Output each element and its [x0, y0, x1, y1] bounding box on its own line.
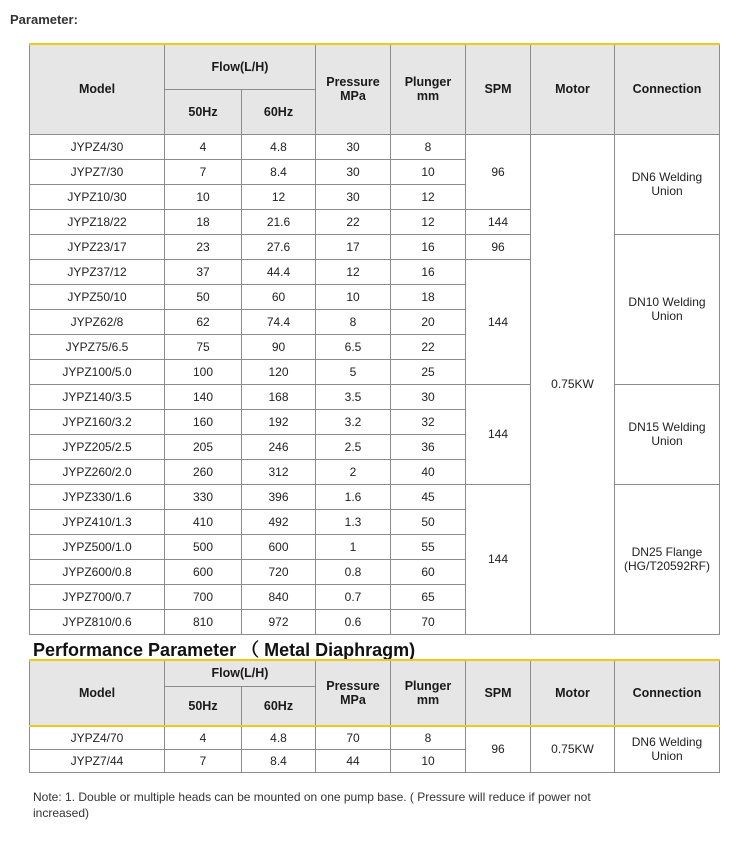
spm-cell: 96	[466, 134, 531, 209]
plunger-cell: 32	[391, 409, 466, 434]
model-cell: JYPZ18/22	[30, 209, 165, 234]
plunger-cell: 22	[391, 334, 466, 359]
col-model: Model	[30, 660, 165, 726]
model-cell: JYPZ100/5.0	[30, 359, 165, 384]
flow-50-cell: 500	[165, 534, 242, 559]
flow-60-cell: 27.6	[242, 234, 316, 259]
col-connection: Connection	[615, 660, 720, 726]
pressure-cell: 1	[316, 534, 391, 559]
plunger-cell: 40	[391, 459, 466, 484]
plunger-cell: 25	[391, 359, 466, 384]
pressure-cell: 17	[316, 234, 391, 259]
plunger-cell: 30	[391, 384, 466, 409]
motor-cell: 0.75KW	[531, 134, 615, 634]
model-cell: JYPZ4/70	[30, 726, 165, 749]
plunger-cell: 60	[391, 559, 466, 584]
flow-60-cell: 168	[242, 384, 316, 409]
flow-60-cell: 720	[242, 559, 316, 584]
col-60hz: 60Hz	[242, 89, 316, 134]
connection-cell: DN6 Welding Union	[615, 134, 720, 234]
flow-50-cell: 4	[165, 726, 242, 749]
flow-60-cell: 312	[242, 459, 316, 484]
flow-60-cell: 90	[242, 334, 316, 359]
pressure-cell: 0.7	[316, 584, 391, 609]
table-row	[30, 134, 720, 159]
flow-60-cell: 4.8	[242, 726, 316, 749]
model-cell: JYPZ410/1.3	[30, 509, 165, 534]
pressure-cell: 70	[316, 726, 391, 749]
note-line-2: increased)	[33, 806, 90, 820]
plunger-cell: 12	[391, 209, 466, 234]
model-cell: JYPZ4/30	[30, 134, 165, 159]
col-spm: SPM	[466, 660, 531, 726]
plunger-cell: 50	[391, 509, 466, 534]
col-plunger: Plunger mm	[391, 660, 466, 726]
col-60hz: 60Hz	[242, 686, 316, 726]
model-cell: JYPZ260/2.0	[30, 459, 165, 484]
flow-50-cell: 100	[165, 359, 242, 384]
pressure-cell: 2.5	[316, 434, 391, 459]
spm-cell: 144	[466, 209, 531, 234]
pressure-cell: 2	[316, 459, 391, 484]
flow-50-cell: 140	[165, 384, 242, 409]
plunger-cell: 16	[391, 234, 466, 259]
model-cell: JYPZ500/1.0	[30, 534, 165, 559]
connection-cell: DN15 Welding Union	[615, 384, 720, 484]
col-connection: Connection	[615, 44, 720, 134]
flow-50-cell: 4	[165, 134, 242, 159]
pressure-cell: 1.6	[316, 484, 391, 509]
flow-60-cell: 12	[242, 184, 316, 209]
parameter-label: Parameter:	[10, 12, 78, 27]
pressure-cell: 10	[316, 284, 391, 309]
flow-50-cell: 7	[165, 749, 242, 772]
pressure-cell: 5	[316, 359, 391, 384]
pressure-cell: 6.5	[316, 334, 391, 359]
col-flow: Flow(L/H)	[165, 660, 316, 686]
spm-cell: 144	[466, 484, 531, 634]
parameter-table	[29, 43, 720, 635]
plunger-cell: 45	[391, 484, 466, 509]
plunger-cell: 8	[391, 134, 466, 159]
model-cell: JYPZ62/8	[30, 309, 165, 334]
col-plunger: Plunger mm	[391, 44, 466, 134]
pressure-cell: 8	[316, 309, 391, 334]
flow-50-cell: 410	[165, 509, 242, 534]
plunger-cell: 55	[391, 534, 466, 559]
model-cell: JYPZ23/17	[30, 234, 165, 259]
flow-50-cell: 810	[165, 609, 242, 634]
pressure-cell: 0.6	[316, 609, 391, 634]
spm-cell: 96	[466, 234, 531, 259]
performance-title: Performance Parameter （ Metal Diaphragm)	[33, 640, 416, 660]
flow-50-cell: 50	[165, 284, 242, 309]
col-spm: SPM	[466, 44, 531, 134]
model-cell: JYPZ140/3.5	[30, 384, 165, 409]
flow-50-cell: 160	[165, 409, 242, 434]
pressure-cell: 1.3	[316, 509, 391, 534]
flow-50-cell: 330	[165, 484, 242, 509]
flow-60-cell: 21.6	[242, 209, 316, 234]
model-cell: JYPZ330/1.6	[30, 484, 165, 509]
plunger-cell: 65	[391, 584, 466, 609]
pressure-cell: 30	[316, 184, 391, 209]
flow-50-cell: 18	[165, 209, 242, 234]
model-cell: JYPZ160/3.2	[30, 409, 165, 434]
flow-50-cell: 23	[165, 234, 242, 259]
col-model: Model	[30, 44, 165, 134]
plunger-cell: 10	[391, 749, 466, 772]
flow-60-cell: 74.4	[242, 309, 316, 334]
col-motor: Motor	[531, 660, 615, 726]
col-motor: Motor	[531, 44, 615, 134]
plunger-cell: 8	[391, 726, 466, 749]
flow-60-cell: 492	[242, 509, 316, 534]
pressure-cell: 22	[316, 209, 391, 234]
model-cell: JYPZ7/30	[30, 159, 165, 184]
note-text	[33, 789, 633, 821]
pressure-cell: 30	[316, 134, 391, 159]
table-row	[30, 234, 720, 259]
connection-cell: DN10 Welding Union	[615, 234, 720, 384]
col-50hz: 50Hz	[165, 89, 242, 134]
note-line-1: Note: 1. Double or multiple heads can be mounted on one pump base. ( Pressure will reduce if power not	[33, 790, 591, 804]
model-cell: JYPZ10/30	[30, 184, 165, 209]
flow-50-cell: 600	[165, 559, 242, 584]
pressure-cell: 44	[316, 749, 391, 772]
pressure-cell: 12	[316, 259, 391, 284]
flow-60-cell: 972	[242, 609, 316, 634]
col-pressure: Pressure MPa	[316, 44, 391, 134]
flow-60-cell: 44.4	[242, 259, 316, 284]
flow-60-cell: 600	[242, 534, 316, 559]
plunger-cell: 18	[391, 284, 466, 309]
connection-cell: DN25 Flange (HG/T20592RF)	[615, 484, 720, 634]
plunger-cell: 10	[391, 159, 466, 184]
plunger-cell: 20	[391, 309, 466, 334]
flow-50-cell: 10	[165, 184, 242, 209]
pressure-cell: 30	[316, 159, 391, 184]
flow-60-cell: 840	[242, 584, 316, 609]
model-cell: JYPZ700/0.7	[30, 584, 165, 609]
flow-60-cell: 396	[242, 484, 316, 509]
flow-60-cell: 192	[242, 409, 316, 434]
model-cell: JYPZ7/44	[30, 749, 165, 772]
flow-60-cell: 4.8	[242, 134, 316, 159]
flow-60-cell: 246	[242, 434, 316, 459]
spm-cell: 144	[466, 384, 531, 484]
connection-cell: DN6 Welding Union	[615, 726, 720, 772]
flow-50-cell: 75	[165, 334, 242, 359]
plunger-cell: 16	[391, 259, 466, 284]
metal-diaphragm-table	[29, 659, 720, 773]
table-row	[30, 726, 720, 749]
col-50hz: 50Hz	[165, 686, 242, 726]
pressure-cell: 0.8	[316, 559, 391, 584]
flow-50-cell: 7	[165, 159, 242, 184]
model-cell: JYPZ810/0.6	[30, 609, 165, 634]
flow-50-cell: 37	[165, 259, 242, 284]
spm-cell: 96	[466, 726, 531, 772]
model-cell: JYPZ37/12	[30, 259, 165, 284]
model-cell: JYPZ50/10	[30, 284, 165, 309]
spm-cell: 144	[466, 259, 531, 384]
flow-60-cell: 60	[242, 284, 316, 309]
pressure-cell: 3.5	[316, 384, 391, 409]
table-row	[30, 384, 720, 409]
col-flow: Flow(L/H)	[165, 44, 316, 89]
flow-50-cell: 205	[165, 434, 242, 459]
col-pressure: Pressure MPa	[316, 660, 391, 726]
flow-60-cell: 8.4	[242, 159, 316, 184]
model-cell: JYPZ75/6.5	[30, 334, 165, 359]
plunger-cell: 36	[391, 434, 466, 459]
flow-50-cell: 260	[165, 459, 242, 484]
pressure-cell: 3.2	[316, 409, 391, 434]
flow-50-cell: 62	[165, 309, 242, 334]
flow-60-cell: 8.4	[242, 749, 316, 772]
table-row	[30, 484, 720, 509]
motor-cell: 0.75KW	[531, 726, 615, 772]
flow-50-cell: 700	[165, 584, 242, 609]
model-cell: JYPZ600/0.8	[30, 559, 165, 584]
plunger-cell: 12	[391, 184, 466, 209]
model-cell: JYPZ205/2.5	[30, 434, 165, 459]
flow-60-cell: 120	[242, 359, 316, 384]
plunger-cell: 70	[391, 609, 466, 634]
